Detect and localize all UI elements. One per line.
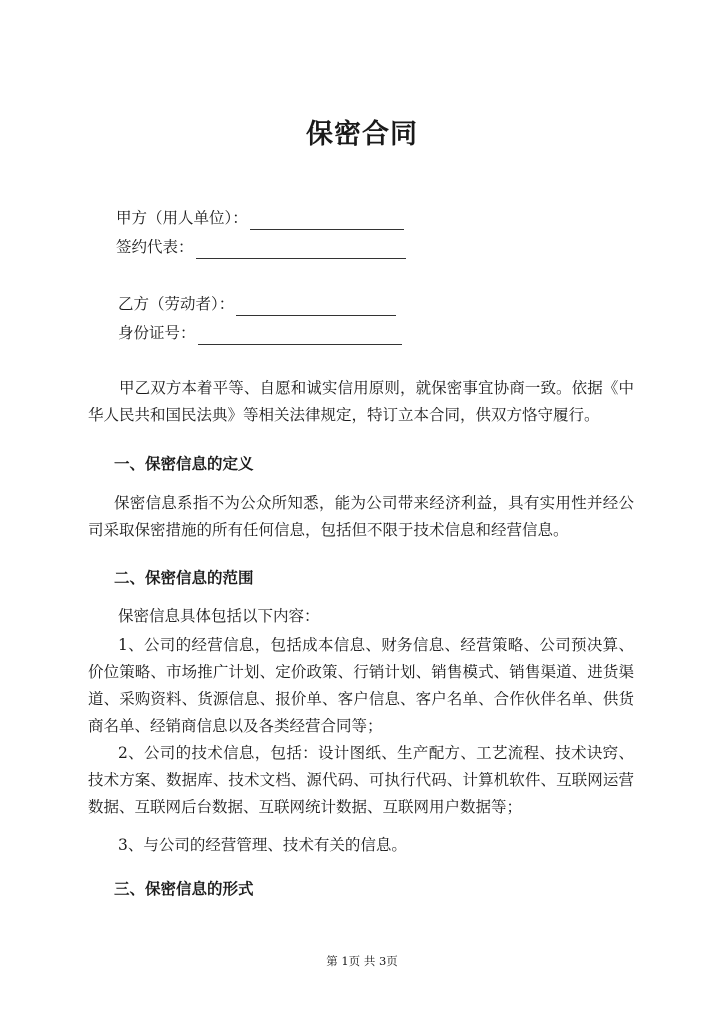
section-3-heading: 三、保密信息的形式: [114, 879, 254, 898]
section-2-item-3: 3、与公司的经营管理、技术有关的信息。: [118, 836, 407, 854]
party-b-id-label: 身份证号：: [118, 324, 196, 342]
intro-paragraph: 甲乙双方本着平等、自愿和诚实信用原则，就保密事宜协商一致。依据《中华人民共和国民法典》等相关法律规定，特订立本合同，供双方恪守履行。: [88, 379, 634, 424]
section-1-body: 保密信息系指不为公众所知悉，能为公司带来经济利益，具有实用性并经公司采取保密措施的所有任何信息，包括但不限于技术信息和经营信息。: [88, 494, 634, 539]
section-2-lead: 保密信息具体包括以下内容：: [118, 607, 320, 625]
party-a-rep-blank[interactable]: [196, 240, 406, 259]
party-b-blank[interactable]: [236, 297, 396, 316]
party-b-id-field: [118, 321, 402, 345]
party-b-id-blank[interactable]: [198, 326, 402, 345]
party-b-label: 乙方（劳动者）：: [118, 295, 235, 313]
party-a-label: 甲方（用人单位）：: [116, 209, 248, 227]
page-number-footer: 第 1页 共 3页: [326, 954, 398, 968]
party-a-blank[interactable]: [250, 211, 404, 230]
document-title: 保密合同: [306, 119, 418, 150]
party-a-rep-field: [116, 235, 406, 259]
section-1-heading: 一、保密信息的定义: [114, 454, 254, 473]
party-a-rep-label: 签约代表：: [116, 238, 194, 256]
section-2-item-1: 1、公司的经营信息，包括成本信息、财务信息、经营策略、公司预决算、价位策略、市场推广计划、定价政策、行销计划、销售模式、销售渠道、进货渠道、采购资料、货源信息、报价单、客户信息、客户名单、合作伙伴名单、供货商名单、经销商信息以及各类经营合同等；: [88, 636, 634, 735]
section-2-item-2: 2、公司的技术信息，包括：设计图纸、生产配方、工艺流程、技术诀窍、技术方案、数据库、技术文档、源代码、可执行代码、计算机软件、互联网运营数据、互联网后台数据、互联网统计数据、互联网用户数据等；: [88, 744, 634, 816]
section-2-heading: 二、保密信息的范围: [114, 568, 254, 587]
party-a-field: [116, 206, 404, 230]
party-b-field: [118, 292, 396, 316]
